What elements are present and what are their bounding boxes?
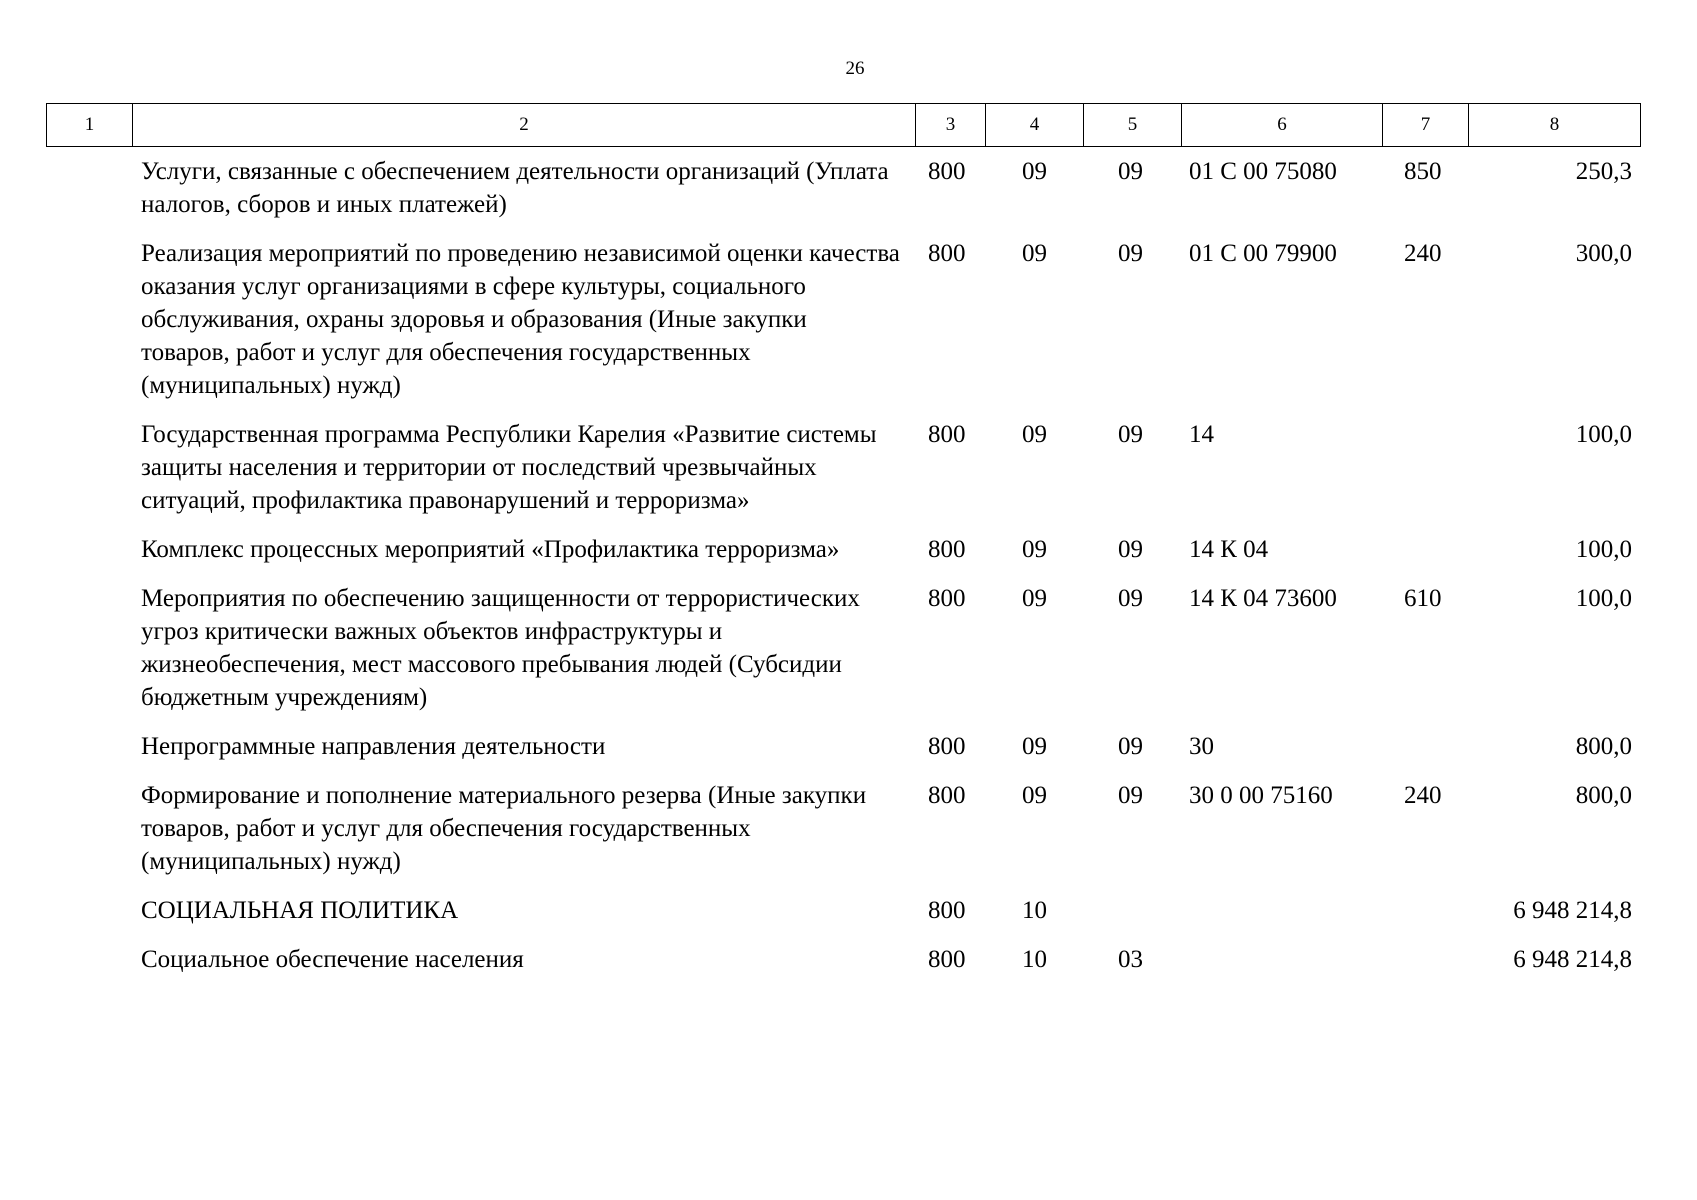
row-col-4: 09 bbox=[1022, 421, 1047, 448]
row-name: Комплекс процессных мероприятий «Профилактика терроризма» bbox=[141, 536, 840, 563]
table-row bbox=[46, 237, 1640, 418]
row-col-6: 14 bbox=[1189, 421, 1214, 448]
row-name: Непрограммные направления деятельности bbox=[141, 733, 606, 760]
table-row bbox=[46, 155, 1640, 237]
budget-table bbox=[46, 155, 1640, 992]
row-col-7: 610 bbox=[1404, 585, 1442, 612]
row-col-4: 09 bbox=[1022, 733, 1047, 760]
row-col-4: 09 bbox=[1022, 240, 1047, 267]
row-col-6 bbox=[1181, 943, 1382, 992]
row-col-5: 03 bbox=[1118, 946, 1143, 973]
row-col-3: 800 bbox=[928, 897, 966, 924]
row-col-5: 09 bbox=[1118, 240, 1143, 267]
row-col-3: 800 bbox=[928, 158, 966, 185]
row-col-3: 800 bbox=[928, 733, 966, 760]
row-col-3: 800 bbox=[928, 536, 966, 563]
table-row bbox=[46, 894, 1640, 943]
row-col-5: 09 bbox=[1118, 733, 1143, 760]
table-row bbox=[46, 582, 1640, 730]
row-col-7 bbox=[1382, 730, 1468, 779]
row-name: СОЦИАЛЬНАЯ ПОЛИТИКА bbox=[141, 897, 459, 924]
row-col-8: 6 948 214,8 bbox=[1513, 897, 1632, 924]
row-col-8: 100,0 bbox=[1575, 536, 1632, 563]
row-col-5: 09 bbox=[1118, 536, 1143, 563]
row-col-8: 6 948 214,8 bbox=[1513, 946, 1632, 973]
row-col-6: 14 К 04 73600 bbox=[1189, 585, 1337, 612]
row-col-6: 30 bbox=[1189, 733, 1214, 760]
column-header-5: 5 bbox=[1084, 104, 1182, 147]
row-col-3: 800 bbox=[928, 946, 966, 973]
table-row bbox=[46, 730, 1640, 779]
row-col-7: 240 bbox=[1404, 782, 1442, 809]
row-col-3: 800 bbox=[928, 421, 966, 448]
row-col-8: 800,0 bbox=[1575, 782, 1632, 809]
row-col-8: 100,0 bbox=[1575, 421, 1632, 448]
column-header-8: 8 bbox=[1469, 104, 1641, 147]
row-col-3: 800 bbox=[928, 240, 966, 267]
column-header-7: 7 bbox=[1383, 104, 1469, 147]
row-name: Услуги, связанные с обеспечением деятельности организаций (Уплата налогов, сборов и иных платежей) bbox=[141, 158, 889, 218]
column-header-2: 2 bbox=[133, 104, 916, 147]
row-col-7 bbox=[1382, 943, 1468, 992]
row-col-8: 300,0 bbox=[1575, 240, 1632, 267]
row-col-4: 10 bbox=[1022, 897, 1047, 924]
row-col-7 bbox=[1382, 418, 1468, 533]
row-col-4: 10 bbox=[1022, 946, 1047, 973]
table-row bbox=[46, 418, 1640, 533]
row-name: Социальное обеспечение населения bbox=[141, 946, 524, 973]
row-col-8: 100,0 bbox=[1575, 585, 1632, 612]
row-name: Мероприятия по обеспечению защищенности от террористических угроз критически важных объектов инфраструктуры и жизнеобеспечения, мест массового пребывания людей (Субсидии бюджетным учреждениям) bbox=[141, 585, 860, 711]
row-col-7: 240 bbox=[1404, 240, 1442, 267]
row-col-3: 800 bbox=[928, 585, 966, 612]
column-header-3: 3 bbox=[916, 104, 986, 147]
row-col-6: 30 0 00 75160 bbox=[1189, 782, 1333, 809]
row-col-5: 09 bbox=[1118, 158, 1143, 185]
row-name: Государственная программа Республики Карелия «Развитие системы защиты населения и территории от последствий чрезвычайных ситуаций, профилактика правонарушений и терроризма» bbox=[141, 421, 877, 514]
row-col-5 bbox=[1083, 894, 1181, 943]
page-number: 26 bbox=[845, 58, 865, 79]
row-col-7 bbox=[1382, 533, 1468, 582]
column-header-6: 6 bbox=[1182, 104, 1383, 147]
row-col-4: 09 bbox=[1022, 782, 1047, 809]
row-col-7: 850 bbox=[1404, 158, 1442, 185]
table-row bbox=[46, 533, 1640, 582]
row-col-4: 09 bbox=[1022, 158, 1047, 185]
column-header-4: 4 bbox=[986, 104, 1084, 147]
row-col-5: 09 bbox=[1118, 585, 1143, 612]
table-row bbox=[46, 943, 1640, 992]
row-col-4: 09 bbox=[1022, 585, 1047, 612]
column-header-row bbox=[46, 103, 1641, 147]
row-col-3: 800 bbox=[928, 782, 966, 809]
row-col-4: 09 bbox=[1022, 536, 1047, 563]
row-col-8: 800,0 bbox=[1575, 733, 1632, 760]
row-col-6: 01 С 00 75080 bbox=[1189, 158, 1337, 185]
row-col-8: 250,3 bbox=[1575, 158, 1632, 185]
row-col-6: 01 С 00 79900 bbox=[1189, 240, 1337, 267]
row-col-6: 14 К 04 bbox=[1189, 536, 1269, 563]
row-col-5: 09 bbox=[1118, 782, 1143, 809]
row-name: Формирование и пополнение материального резерва (Иные закупки товаров, работ и услуг для обеспечения государственных (муниципальных) нужд) bbox=[141, 782, 867, 875]
row-name: Реализация мероприятий по проведению независимой оценки качества оказания услуг организациями в сфере культуры, социального обслуживания, охраны здоровья и образования (Иные закупки товаров, работ и услуг для обеспечения государственных (муниципальных) нужд) bbox=[141, 240, 900, 399]
table-row bbox=[46, 779, 1640, 894]
column-header-1: 1 bbox=[47, 104, 133, 147]
row-col-7 bbox=[1382, 894, 1468, 943]
row-col-5: 09 bbox=[1118, 421, 1143, 448]
row-col-6 bbox=[1181, 894, 1382, 943]
